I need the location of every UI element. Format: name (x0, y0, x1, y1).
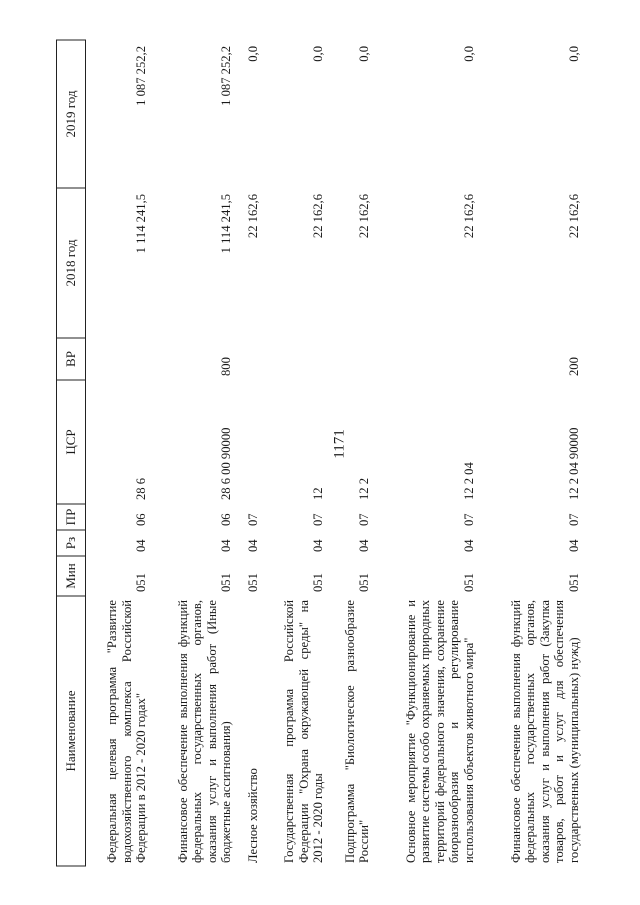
row-2018: 22 162,6 (245, 193, 260, 238)
row-rz: 04 (566, 538, 581, 552)
row-csr: 12 (311, 486, 326, 500)
row-name: Федеральная целевая программа "Развитие водохозяйственного комплекса Российской Федерации в 2012 - 2020 годах" (105, 599, 149, 863)
row-csr: 12 2 04 90000 (566, 427, 581, 500)
row-csr: 28 6 (134, 477, 149, 500)
row-name: Государственная программа Российской Федерации "Охрана окружающей среды" на 2012 - 2020 годы (282, 599, 326, 863)
row-csr: 12 2 (357, 477, 372, 500)
row-vr (237, 338, 263, 380)
header-2019: 2019 год (57, 40, 86, 188)
row-2018: 22 162,6 (566, 193, 581, 238)
row-name: Финансовое обеспечение выполнения функций федеральных государственных органов, оказания услуг и выполнения работ (Иные бюджетные ассигнования) (175, 599, 234, 863)
row-2019: 0,0 (311, 45, 326, 62)
row-csr (237, 380, 263, 504)
row-pr: 06 (219, 512, 234, 526)
row-2018: 22 162,6 (357, 193, 372, 238)
row-min: 051 (566, 572, 581, 592)
row-rz: 04 (311, 538, 326, 552)
table-row (237, 40, 263, 866)
table-header-row (57, 40, 86, 866)
header-vr: ВР (57, 338, 86, 380)
header-csr: ЦСР (57, 380, 86, 504)
row-pr: 07 (245, 512, 260, 526)
table-row (152, 40, 237, 866)
table-row (375, 40, 480, 866)
row-min: 051 (134, 572, 149, 592)
row-min: 051 (357, 572, 372, 592)
row-vr (86, 338, 152, 380)
row-min: 051 (245, 572, 260, 592)
row-csr: 12 2 04 (461, 461, 476, 500)
row-2018: 22 162,6 (311, 193, 326, 238)
row-name: Основное мероприятие "Функционирование и развитие системы особо охраняемых природных территорий федерального значения, сохранение биоразнообразия и регулирование использования объектов животного мира" (403, 599, 476, 863)
row-rz: 04 (461, 538, 476, 552)
row-pr: 07 (566, 512, 581, 526)
row-2019: 1 087 252,2 (219, 45, 234, 106)
row-vr (375, 338, 480, 380)
row-name: Подпрограмма "Биологическое разнообразие России" (342, 599, 372, 863)
row-pr: 07 (357, 512, 372, 526)
row-rz: 04 (134, 538, 149, 552)
row-2019: 0,0 (566, 45, 581, 62)
table-row (329, 40, 375, 866)
row-rz: 04 (219, 538, 234, 552)
row-2019: 0,0 (357, 45, 372, 62)
row-min: 051 (219, 572, 234, 592)
page-number: 1171 (331, 429, 348, 459)
table-row (86, 40, 152, 866)
row-2019: 0,0 (461, 45, 476, 62)
row-min: 051 (311, 572, 326, 592)
row-pr: 07 (311, 512, 326, 526)
row-min: 051 (461, 572, 476, 592)
row-2019: 0,0 (245, 45, 260, 62)
row-pr: 07 (461, 512, 476, 526)
row-name: Лесное хозяйство (245, 767, 260, 863)
row-2019: 1 087 252,2 (134, 45, 149, 106)
row-2018: 1 114 241,5 (134, 193, 149, 253)
row-vr: 800 (219, 356, 234, 376)
row-rz: 04 (357, 538, 372, 552)
header-rz: Рз (57, 530, 86, 556)
header-min: Мин (57, 556, 86, 596)
row-name: Финансовое обеспечение выполнения функций федеральных государственных органов, оказания услуг и выполнения работ (Закупка товаров, работ и услуг для обеспечения государственных (муниципальных) нужд) (508, 599, 581, 863)
header-name: Наименование (57, 596, 86, 866)
row-pr: 06 (134, 512, 149, 526)
budget-table (56, 39, 584, 866)
header-2018: 2018 год (57, 188, 86, 338)
table-row (479, 40, 584, 866)
row-vr (329, 338, 375, 380)
row-csr: 28 6 00 90000 (219, 427, 234, 500)
row-vr (263, 338, 329, 380)
table-row (263, 40, 329, 866)
row-rz: 04 (245, 538, 260, 552)
header-pr: ПР (57, 504, 86, 530)
row-2018: 1 114 241,5 (219, 193, 234, 253)
row-vr: 200 (566, 356, 581, 376)
row-2018: 22 162,6 (461, 193, 476, 238)
